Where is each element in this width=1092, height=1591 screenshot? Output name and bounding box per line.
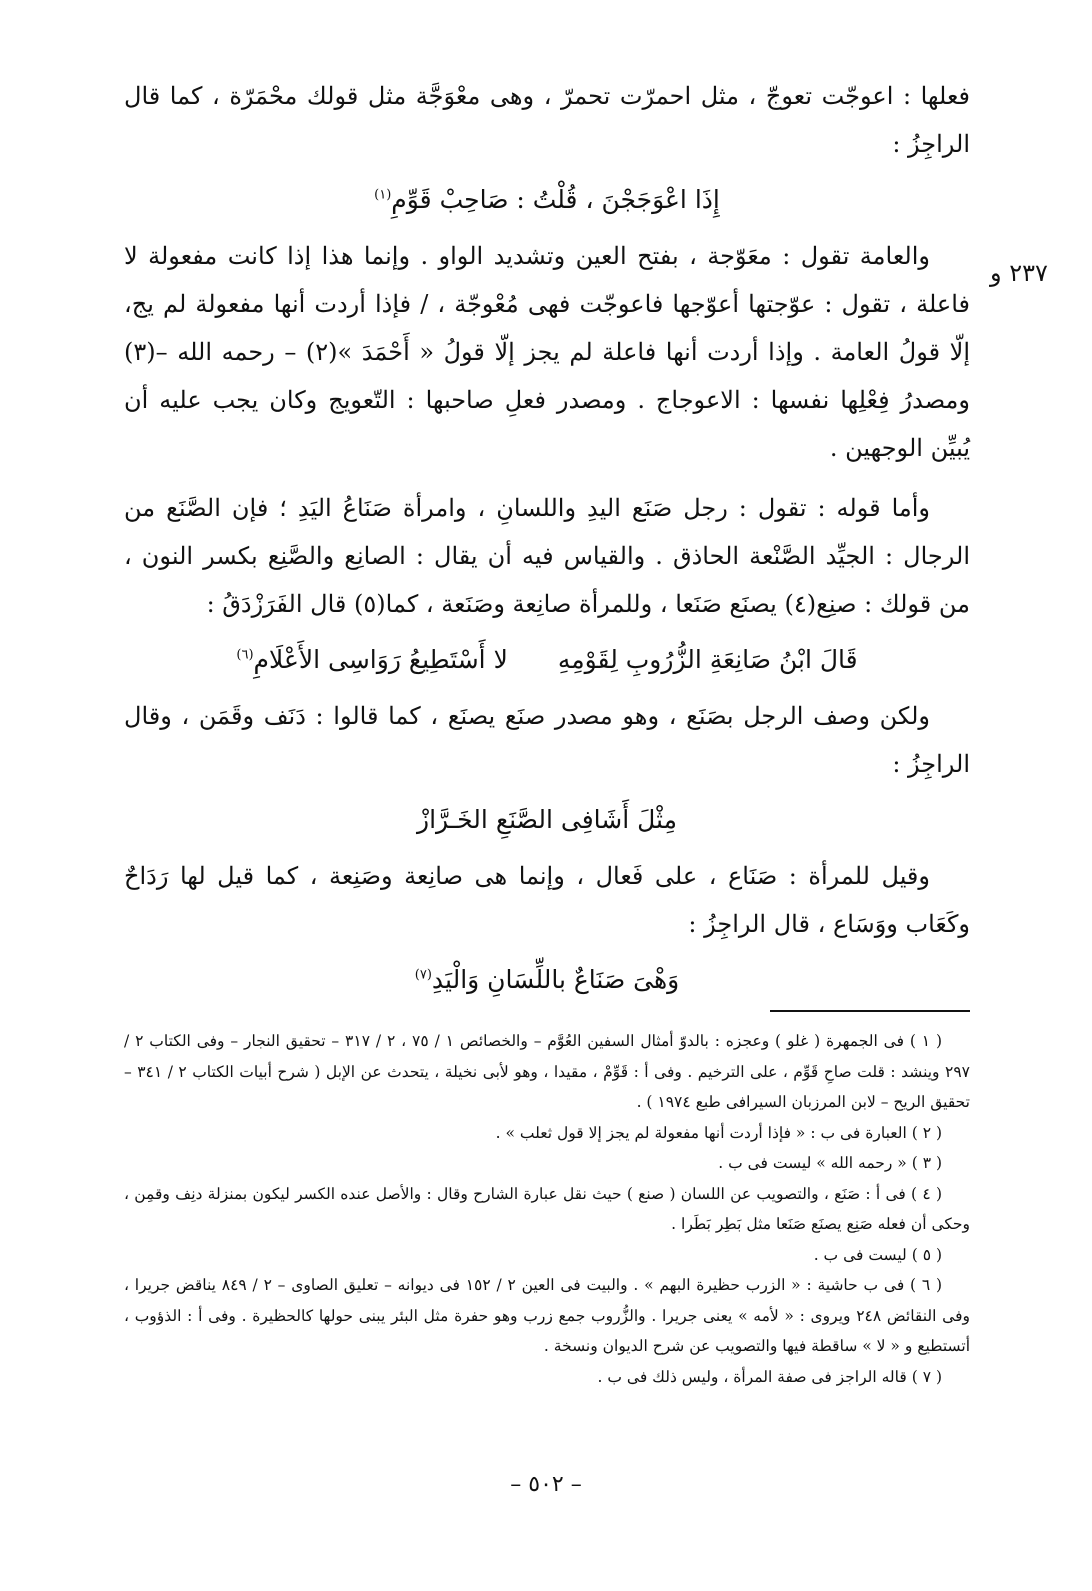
verse-2-second-hemistich: لا أَسْتَطِيعُ رَوَاسِى الأَعْلَامِ [253,645,508,674]
paragraph-3: وأما قوله : تقول : رجل صَنَع اليدِ واللسانِ ، وامرأة صَنَاعُ اليَدِ ؛ فإن الصَّنَع من الرجال : الجيِّد الصَّنْعة الحاذق . والقياس فيه أن يقال : الصانِع والصَّنِع بكسر النون ، من قولك : صنِع(٤) يصنَع صَنَعا ، وللمرأة صانِعة وصَنَعة ، كما(٥) قال الفَرَزْدَقُ : [124,494,970,618]
paragraph-5: وقيل للمرأة : صَنَاع ، على فَعال ، وإنما هى صانِعة وصَنِعة ، كما قيل لها رَدَاحٌ وكَعَاب ووَسَاع ، قال الراجِزُ : [124,862,970,938]
folio-margin-note: ٢٣٧ و [990,259,1048,287]
footnotes [124,1026,970,1392]
footnote-6: ( ٦ ) فى ب حاشية : « الزرب حظيرة البهم » . والبيت فى العين ٢ / ١٥٢ فى ديوانه – تعليق الصاوى – ٢ / ٨٤٩ يناقض جريرا ، وفى النقائض ٢٤٨ ويروى : « لأمه » يعنى جريرا . والزُّروب جمع زرب وهو حفرة مثل البئر يبنى حولها كالحظيرة . وفى أ : الذؤوب ، أتستطيع و « لا » ساقطة فيها والتصويب عن شرح الديوان ونسخة . [124,1276,970,1355]
verse-2-first-hemistich: قَالَ ابْنُ صَانِعَةِ الزُّرُوبِ لِقَوْمِهِ [557,645,858,674]
verse-3-text: مِثْلَ أَشَافِى الصَّنَعِ الخَـرَّازْ [417,805,677,834]
footnote-ref-7: (٧) [414,967,432,983]
verse-1-text: إِذَا اعْوَجَجْنَ ، قُلْتُ : صَاحِبْ قَوِّمِ [391,185,720,214]
footnote-ref-6: (٦) [236,647,254,663]
verse-4 [124,954,970,1006]
verse-4-text: وَهْىَ صَنَاعٌ باللِّسَانِ وَالْيَدِ [431,965,680,994]
footnote-5: ( ٥ ) ليست فى ب . [813,1245,942,1264]
verse-1 [124,174,970,226]
footnote-separator [770,1010,970,1012]
footnote-3: ( ٣ ) « رحمه الله » ليست فى ب . [718,1154,942,1172]
footnote-ref-1: (١) [374,187,392,203]
page-number: – ٥٠٢ – [510,1472,582,1497]
verse-2 [124,634,970,686]
footnote-1: ( ١ ) فى الجمهرة ( غلو ) وعجزه : بالدوّ أمثال السفين العُوَّم – والخصائص ١ / ٧٥ ، ٢ / ٣١٧ – تحقيق النجار – وفى الكتاب ٢ / ٢٩٧ وينشد : قلت صاحِ قَوِّم ، على الترخيم . وفى أ : قَوِّمْ ، مقيدا ، وهو لأبى نخيلة ، يتحدث عن الإبل ( شرح أبيات الكتاب ٢ / ٣٤١ – تحقيق الريح – لابن المرزبان السيرافى طبع ١٩٧٤ ) . [124,1032,971,1111]
footnote-4: ( ٤ ) فى أ : صَنَع ، والتصويب عن اللسان ( صنع ) حيث نقل عبارة الشارح وقال : والأصل عنده الكسر ليكون بمنزلة دنِف وقمِن ، وحكى أن فعله صَنِع يصنَع صَنَعا مثل بَطِر بَطَرا . [124,1184,970,1233]
footnote-2: ( ٢ ) العبارة فى ب : « فإذا أردت أنها مفعولة لم يجز إلا قول ثعلب » . [495,1123,942,1142]
paragraph-2: والعامة تقول : معَوّجة ، بفتح العين وتشديد الواو . وإنما هذا إذا كانت مفعولة لا فاعلة ، تقول : عوّجتها أعوّجها فاعوجّت فهى مُعْوجّة ، / فإذا أردت أنها مفعولة لم يج، إلّا قولُ العامة . وإذا أردت أنها فاعلة لم يجز إلّا قولُ « أَحْمَدَ »(٢) – رحمه الله –(٣) ومصدرُ فِعْلِها نفسها : الاعوجاج . ومصدر فعلِ صاحبها : التّعويج وكان يجب عليه أن يُبيِّن الوجهين . [124,242,970,462]
paragraph-4: ولكن وصف الرجل بصَنَع ، وهو مصدر صنَع يصنَع ، كما قالوا : دَنَف وقَمَن ، وقال الراجِزُ : [124,702,970,778]
verse-3 [124,794,970,846]
paragraph-1: فعلها : اعوجّت تعوجّ ، مثل احمرّت تحمرّ ، وهى معْوَجَّة مثل قولك محْمَرّة ، كما قال الراجِزُ : [124,82,970,158]
main-text [124,72,970,1012]
footnote-7: ( ٧ ) قاله الراجز فى صفة المرأة ، وليس ذلك فى ب . [597,1367,942,1386]
